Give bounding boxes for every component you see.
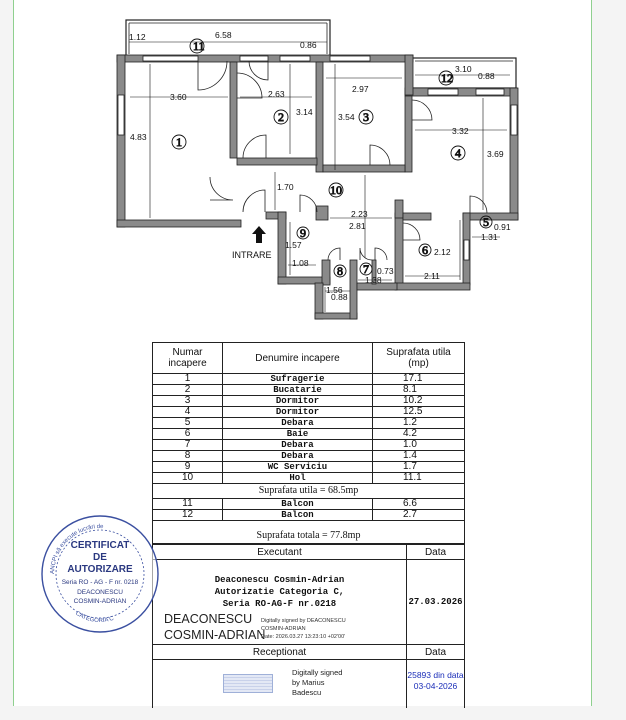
cell-nr: 2 — [153, 385, 223, 396]
dim-3-69: 3.69 — [487, 149, 504, 159]
room-number-4: 4 — [455, 146, 461, 160]
dim-2-63: 2.63 — [268, 89, 285, 99]
cell-name: Sufragerie — [223, 374, 373, 385]
stamp-name-2: COSMIN-ADRIAN — [73, 598, 127, 605]
header-room-number: Numar incapere — [153, 343, 223, 374]
cell-nr: 5 — [153, 418, 223, 429]
dim-2-23: 2.23 — [351, 209, 368, 219]
room-number-12: 12 — [441, 71, 453, 85]
header-area: Suprafata utila (mp) — [373, 343, 465, 374]
cell-area: 1.2 — [373, 418, 465, 429]
cell-nr: 4 — [153, 407, 223, 418]
room-number-9: 9 — [300, 226, 306, 240]
receptionat-label: Receptionat — [153, 645, 407, 660]
cell-nr: 12 — [153, 510, 223, 521]
dim-0-91: 0.91 — [494, 222, 511, 232]
reception-sig-1: Digitally signed — [292, 668, 343, 677]
reception-sig-3: Badescu — [292, 688, 322, 697]
cell-area: 11.1 — [373, 473, 465, 484]
executant-label: Executant — [153, 545, 407, 560]
signature-detail-1: Digitally signed by DEACONESCU — [261, 618, 346, 624]
table-row — [153, 418, 465, 429]
signature-detail-2: COSMIN-ADRIAN — [261, 626, 306, 632]
cell-nr: 11 — [153, 499, 223, 510]
dim-0-73: 0.73 — [377, 266, 394, 276]
grand-total: Suprafata totala = 77.8mp — [153, 529, 465, 544]
dim-4-83: 4.83 — [130, 132, 147, 142]
dim-0-88-b: 0.88 — [331, 292, 348, 302]
dim-3-60: 3.60 — [170, 92, 187, 102]
executant-cell — [153, 560, 407, 645]
authorization-stamp — [40, 514, 160, 634]
cell-name: Balcon — [223, 499, 373, 510]
cell-area: 1.4 — [373, 451, 465, 462]
cell-name: Debara — [223, 440, 373, 451]
stamp-series: Seria RO - AG - F nr. 0218 — [61, 579, 139, 586]
dim-1-31: 1.31 — [481, 232, 498, 242]
cell-area: 10.2 — [373, 396, 465, 407]
signature-name-2: COSMIN-ADRIAN — [164, 628, 266, 642]
room-number-2: 2 — [278, 110, 284, 124]
dim-0-86: 0.86 — [300, 40, 317, 50]
dim-1-12: 1.12 — [129, 32, 146, 42]
reception-sig-2: by Marius — [292, 678, 325, 687]
reception-number: 25893 din data — [407, 670, 464, 680]
table-row — [153, 462, 465, 473]
dim-2-97: 2.97 — [352, 84, 369, 94]
cell-nr: 8 — [153, 451, 223, 462]
cell-name: WC Serviciu — [223, 462, 373, 473]
stamp-ring-top: ANCPI să execute lucrări de — [49, 523, 104, 575]
signature-table — [152, 544, 465, 708]
cell-area: 6.6 — [373, 499, 465, 510]
executant-authorization: Autorizatie Categoria C, — [214, 587, 345, 597]
cell-name: Debara — [223, 418, 373, 429]
cell-name: Baie — [223, 429, 373, 440]
room-number-10: 10 — [330, 183, 342, 197]
table-row — [153, 451, 465, 462]
dim-3-10: 3.10 — [455, 64, 472, 74]
dim-2-12: 2.12 — [434, 247, 451, 257]
header-room-name: Denumire incapere — [223, 343, 373, 374]
executant-name: Deaconescu Cosmin-Adrian — [214, 575, 345, 585]
reception-date: 03-04-2026 — [413, 681, 458, 691]
room-numbers — [172, 39, 492, 278]
table-row — [153, 385, 465, 396]
table-row — [153, 396, 465, 407]
cell-area: 12.5 — [373, 407, 465, 418]
cell-area: 8.1 — [373, 385, 465, 396]
cell-nr: 9 — [153, 462, 223, 473]
dim-6-58: 6.58 — [215, 30, 232, 40]
room-number-6: 6 — [422, 243, 428, 257]
cell-area: 2.7 — [373, 510, 465, 521]
room-number-7: 7 — [363, 262, 369, 276]
stamp-name-1: DEACONESCU — [77, 589, 123, 596]
dim-2-11: 2.11 — [424, 271, 440, 281]
table-row — [153, 510, 465, 521]
dim-1-70: 1.70 — [277, 182, 294, 192]
executant-date: 27.03.2026 — [407, 560, 465, 645]
table-row — [153, 473, 465, 484]
room-number-11: 11 — [193, 39, 205, 53]
table-row — [153, 499, 465, 510]
cell-name: Bucatarie — [223, 385, 373, 396]
signature-name-1: DEACONESCU — [164, 612, 253, 626]
useful-total: Suprafata utila = 68.5mp — [153, 484, 465, 499]
cell-name: Dormitor — [223, 407, 373, 418]
dim-3-14: 3.14 — [296, 107, 313, 117]
entrance-label: INTRARE — [232, 250, 272, 260]
table-row — [153, 429, 465, 440]
table-row — [153, 407, 465, 418]
dim-2-81: 2.81 — [349, 221, 366, 231]
dim-1-56: 1.56 — [326, 285, 343, 295]
entrance-arrow — [252, 226, 266, 243]
cell-area: 1.7 — [373, 462, 465, 473]
stamp-line-1: CERTIFICAT — [70, 540, 130, 551]
dim-1-38: 1.38 — [365, 275, 382, 285]
cell-name: Hol — [223, 473, 373, 484]
room-number-1: 1 — [176, 135, 182, 149]
room-number-8: 8 — [337, 264, 343, 278]
table-row — [153, 374, 465, 385]
cell-nr: 3 — [153, 396, 223, 407]
cell-name: Dormitor — [223, 396, 373, 407]
dim-1-57: 1.57 — [285, 240, 302, 250]
rooms-table — [152, 342, 465, 544]
cell-name: Balcon — [223, 510, 373, 521]
dim-1-08: 1.08 — [292, 258, 309, 268]
receptionat-date-label: Data — [407, 645, 465, 660]
dim-3-54: 3.54 — [338, 112, 355, 122]
stamp-line-3: AUTORIZARE — [67, 564, 133, 575]
executant-date-label: Data — [407, 545, 465, 560]
dim-3-32: 3.32 — [452, 126, 469, 136]
stamp-line-2: DE — [93, 552, 107, 563]
floor-plan — [0, 0, 626, 340]
receptionat-date-cell — [407, 660, 465, 709]
table-row — [153, 440, 465, 451]
reception-stamp-image — [223, 674, 273, 693]
cell-nr: 7 — [153, 440, 223, 451]
room-number-5: 5 — [483, 215, 489, 229]
signature-detail-3: Date: 2026.03.27 13:23:10 +02'00' — [261, 634, 346, 640]
executant-series: Seria RO-AG-F nr.0218 — [222, 599, 337, 609]
cell-area: 17.1 — [373, 374, 465, 385]
cell-name: Debara — [223, 451, 373, 462]
cell-nr: 1 — [153, 374, 223, 385]
receptionat-cell — [153, 660, 407, 709]
stamp-ring-bottom: CATEGORIA C — [74, 610, 115, 625]
cell-area: 1.0 — [373, 440, 465, 451]
cell-nr: 10 — [153, 473, 223, 484]
dim-0-88-a: 0.88 — [478, 71, 495, 81]
cell-nr: 6 — [153, 429, 223, 440]
cell-area: 4.2 — [373, 429, 465, 440]
room-number-3: 3 — [363, 110, 369, 124]
